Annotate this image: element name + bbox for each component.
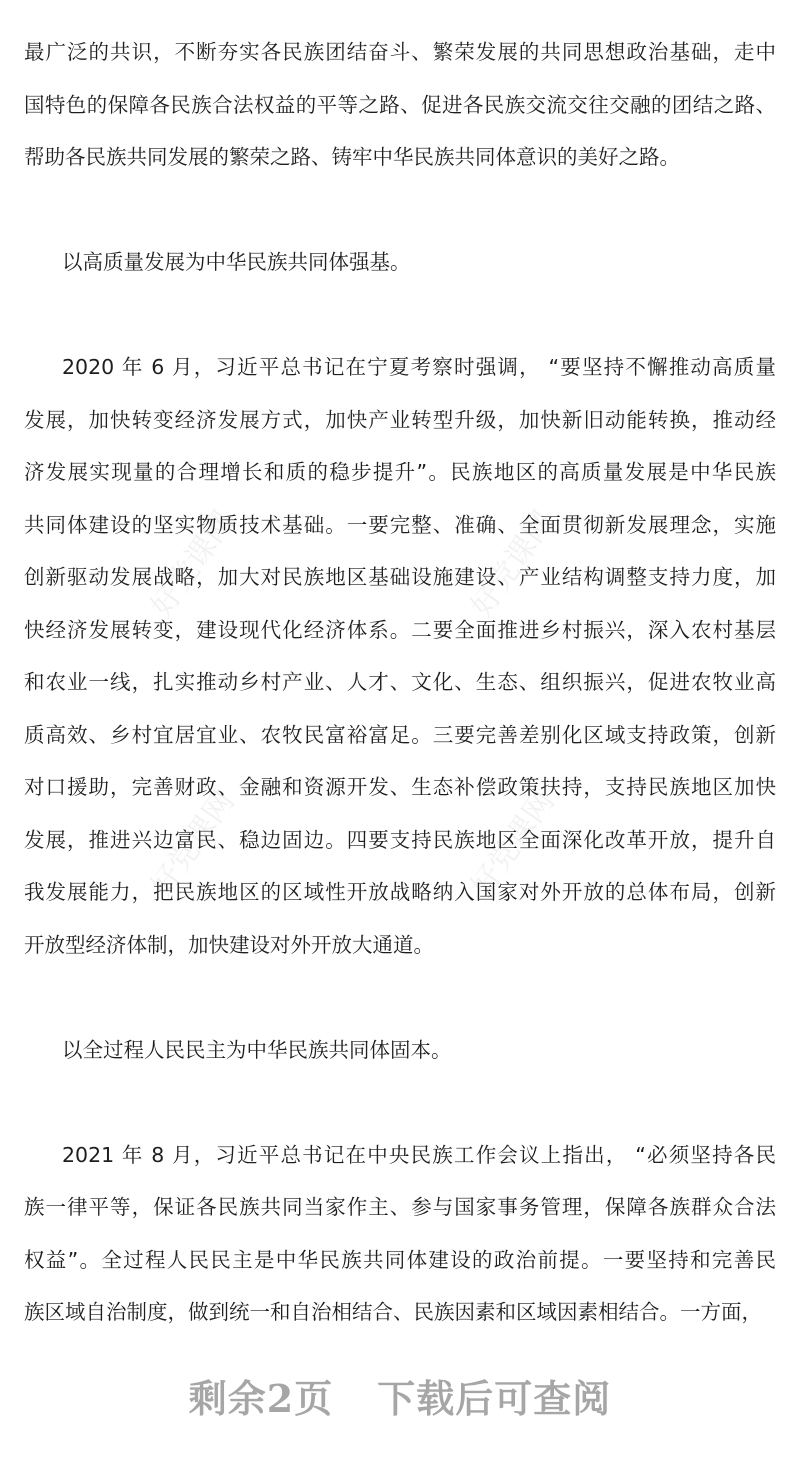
- paragraph: [24, 341, 776, 971]
- paragraph-gap: [24, 971, 776, 1024]
- text-line: 我发展能力，把民族地区的区域性开放战略纳入国家对外开放的总体布局，创新: [24, 880, 776, 904]
- paragraph-gap: [24, 1076, 776, 1129]
- paragraph: [24, 1024, 776, 1077]
- text-line: 发展，推进兴边富民、稳边固边。四要支持民族地区全面深化改革开放，提升自: [24, 827, 776, 852]
- download-prompt[interactable]: [0, 1368, 800, 1423]
- text-line: 族区域自治制度，做到统一和自治相结合、民族因素和区域因素相结合。一方面，: [24, 1300, 762, 1324]
- text-line: 族一律平等，保证各民族共同当家作主、参与国家事务管理，保障各族群众合法: [24, 1195, 776, 1219]
- text-line: 最广泛的共识，不断夯实各民族团结奋斗、繁荣发展的共同思想政治基础，走中: [24, 40, 776, 64]
- text-line: 国特色的保障各民族合法权益的平等之路、促进各民族交流交往交融的团结之路、: [24, 92, 776, 117]
- text-line: 开放型经济体制，加快建设对外开放大通道。: [24, 932, 434, 957]
- paragraph: [24, 236, 776, 289]
- document-body: [24, 26, 776, 1339]
- text-line: 帮助各民族共同发展的繁荣之路、铸牢中华民族共同体意识的美好之路。: [24, 145, 680, 169]
- download-to-view-label: 下载后可查阅: [377, 1376, 612, 1421]
- paragraph-gap: [24, 289, 776, 342]
- text-line: 权益”。全过程人民民主是中华民族共同体建设的政治前提。一要坚持和完善民: [24, 1247, 776, 1272]
- text-line: 快经济发展转变，建设现代化经济体系。二要全面推进乡村振兴，深入农村基层: [24, 617, 776, 642]
- text-line: 对口援助，完善财政、金融和资源开发、生态补偿政策扶持，支持民族地区加快: [24, 775, 776, 799]
- text-line: 2021 年 8 月，习近平总书记在中央民族工作会议上指出， “必须坚持各民: [62, 1142, 776, 1167]
- watermark: 好党课网: [144, 504, 242, 624]
- text-line: 共同体建设的坚实物质技术基础。一要完整、准确、全面贯彻新发展理念，实施: [24, 512, 776, 537]
- text-line: 以全过程人民民主为中华民族共同体固本。: [62, 1037, 452, 1062]
- paragraph: [24, 1129, 776, 1339]
- text-line: 和农业一线，扎实推动乡村产业、人才、文化、生态、组织振兴，促进农牧业高: [24, 670, 776, 694]
- text-line: 创新驱动发展战略，加大对民族地区基础设施建设、产业结构调整支持力度，加: [24, 565, 776, 589]
- watermark: 好党课网: [144, 784, 242, 904]
- text-line: 济发展实现量的合理增长和质的稳步提升”。民族地区的高质量发展是中华民族: [24, 460, 776, 484]
- text-line: 质高效、乡村宜居宜业、农牧民富裕富足。三要完善差别化区域支持政策，创新: [24, 722, 776, 747]
- remaining-pages-label: 剩余2页: [188, 1376, 334, 1421]
- paragraph: [24, 26, 776, 184]
- text-line: 发展，加快转变经济发展方式，加快产业转型升级，加快新旧动能转换，推动经: [24, 407, 776, 432]
- text-line: 2020 年 6 月，习近平总书记在宁夏考察时强调， “要坚持不懈推动高质量: [62, 355, 776, 379]
- watermark: 好党课网: [464, 504, 562, 624]
- paragraph-gap: [24, 184, 776, 237]
- text-line: 以高质量发展为中华民族共同体强基。: [62, 250, 411, 274]
- watermark: 好党课网: [464, 784, 562, 904]
